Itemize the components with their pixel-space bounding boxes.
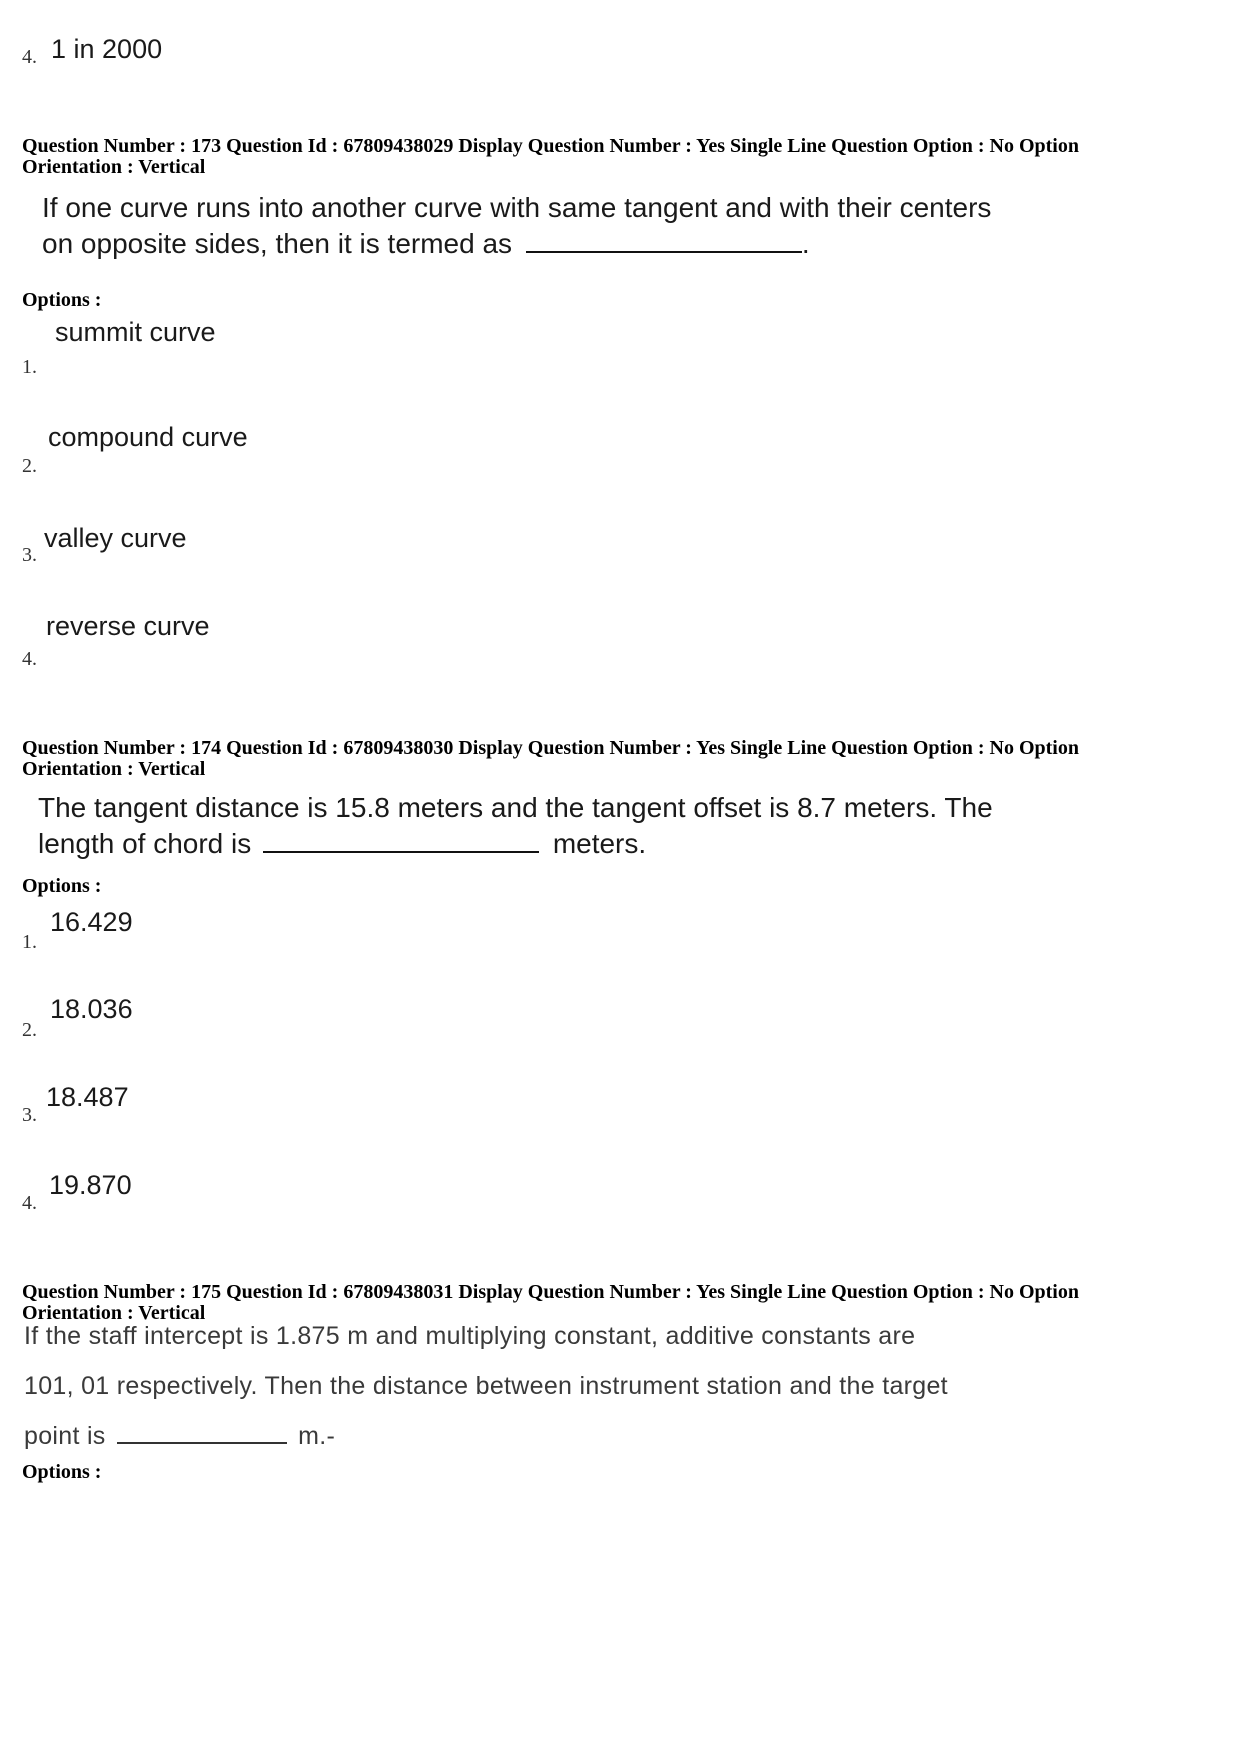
answer-blank [117,1441,287,1444]
question-meta-line: Orientation : Vertical [22,156,206,178]
option-number: 1. [22,931,37,953]
options-label: Options : [22,875,102,897]
question-text-line [42,226,991,262]
question-text-line: The tangent distance is 15.8 meters and the tangent offset is 8.7 meters. The [38,792,993,823]
option-text: 18.487 [46,1082,129,1112]
question-meta-173 [22,136,1212,178]
options-label: Options : [22,289,102,311]
question-text-segment: length of chord is [38,828,252,859]
question-text-line [24,1422,335,1451]
question-text-line: 101, 01 respectively. Then the distance between instrument station and the target [24,1372,948,1400]
question-text-segment: on opposite sides, then it is termed as [42,228,513,259]
option-number: 2. [22,1019,37,1041]
question-text-segment: meters. [552,828,647,859]
option-number: 4. [22,1192,37,1214]
option-number: 2. [22,455,37,477]
question-meta-174 [22,738,1212,780]
question-text-line: If one curve runs into another curve with same tangent and with their centers [42,192,992,223]
question-text-line: If the staff intercept is 1.875 m and multiplying constant, additive constants are [24,1322,916,1350]
option-text: 19.870 [49,1170,132,1200]
option-number: 4. [22,46,37,68]
option-number: 3. [22,1104,37,1126]
option-text: 1 in 2000 [51,34,163,64]
answer-blank [526,250,802,253]
answer-blank [263,850,539,853]
question-meta-line: Question Number : 173 Question Id : 67809438029 Display Question Number : Yes Single Line Question Option : No Option [22,135,1079,157]
option-text: valley curve [44,523,187,553]
question-text-173 [42,190,991,262]
question-meta-line: Orientation : Vertical [22,1302,206,1324]
options-label: Options : [22,1461,102,1483]
question-text-segment: . [801,228,810,259]
question-meta-175 [22,1282,1212,1324]
question-text-segment: point is [24,1422,106,1450]
option-number: 4. [22,648,37,670]
question-text-line [38,826,993,862]
option-text: 18.036 [50,994,133,1024]
option-number: 3. [22,544,37,566]
question-meta-line: Question Number : 174 Question Id : 67809438030 Display Question Number : Yes Single Line Question Option : No Option [22,737,1079,759]
question-text-174 [38,790,993,862]
question-text-segment: m.- [298,1422,336,1450]
option-text: summit curve [55,317,216,347]
option-text: compound curve [48,422,248,452]
question-meta-line: Orientation : Vertical [22,758,206,780]
option-text: 16.429 [50,907,133,937]
option-number: 1. [22,356,37,378]
option-text: reverse curve [46,611,210,641]
question-meta-line: Question Number : 175 Question Id : 67809438031 Display Question Number : Yes Single Line Question Option : No Option [22,1281,1079,1303]
